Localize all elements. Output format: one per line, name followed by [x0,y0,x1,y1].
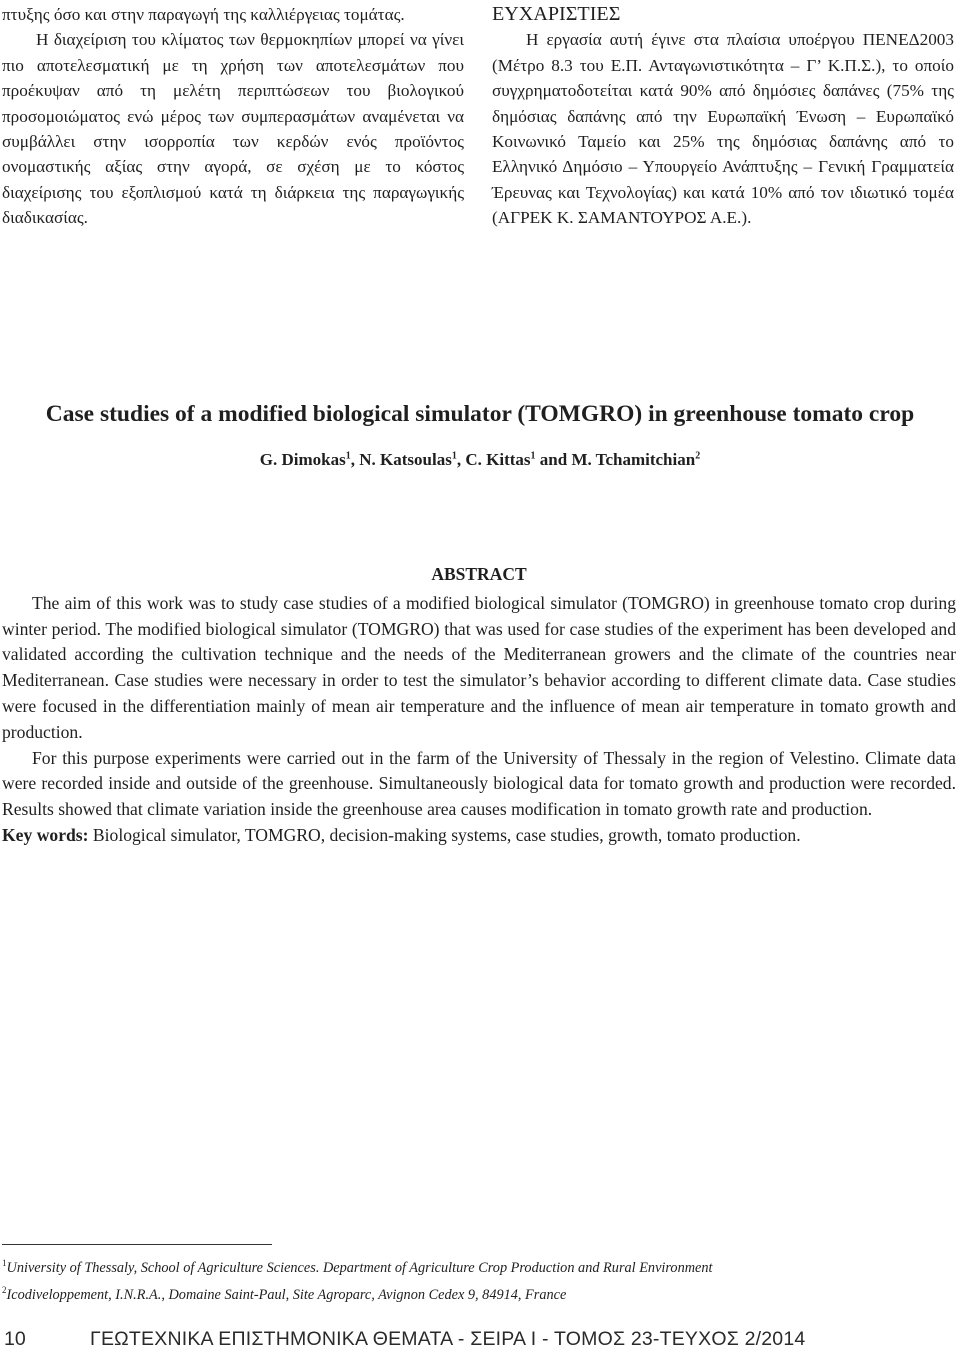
acknowledgements-text: Η εργασία αυτή έγινε στα πλαίσια υποέργου ΠΕΝΕΔ2003 (Μέτρο 8.3 του Ε.Π. Ανταγωνιστικότητα – Γ’ Κ.Π.Σ.), το οποίο συγχρηματοδοτείται κατά 90% από δημόσιες δαπάνες (75% της δημόσιας δαπάνης από την Ευρωπαϊκή Ένωση – Ευρωπαϊκό Κοινωνικό Ταμείο και 25% της δημόσιας δαπάνης από το Ελληνικό Δημόσιο – Υπουργείο Ανάπτυξης – Γενική Γραμματεία Έρευνας και Τεχνολογίας) και κατά 10% από τον ιδιωτικό τομέα (ΑΓΡΕΚ Κ. ΣΑΜΑΝΤΟΥΡΟΣ Α.Ε.). [492,30,954,228]
abstract-section [2,562,956,849]
footnote-2 [2,1279,956,1306]
author-name: G. Dimokas [259,450,346,469]
author-separator: and [535,450,572,469]
abstract-paragraph-1: The aim of this work was to study case studies of a modified biological simulator (TOMGRO) in greenhouse tomato crop during winter period. The modified biological simulator (TOMGRO) that was used for case studies of the experiment has been developed and validated according the cultivation technique and the needs of the Mediterranean growers and the climate of the countries near Mediterranean. Case studies were necessary in order to test the simulator’s behavior according to different climate data. Case studies were focused in the differentiation mainly of mean air temperature and the influence of mean air temperature in tomato growth and production. [2,592,956,742]
footnote-1 [2,1252,956,1279]
author-affiliation-mark: 2 [695,450,701,462]
left-column [2,2,464,231]
journal-title: ΓΕΩΤΕΧΝΙΚΑ ΕΠΙΣΤΗΜΟΝΙΚΑ ΘΕΜΑΤΑ - ΣΕΙΡΑ Ι - ΤΟΜΟΣ 23-ΤΕΥΧΟΣ 2/2014 [90,1328,806,1350]
page-number: 10 [4,1328,26,1350]
abstract-heading: ABSTRACT [431,564,527,584]
author-affiliation-mark: 1 [451,450,457,462]
footnote-2-text: Icodiveloppement, I.N.R.A., Domaine Saint-Paul, Site Agroparc, Avignon Cedex 9, 84914, France [6,1286,567,1303]
paper-title: Case studies of a modified biological simulator (TOMGRO) in greenhouse tomato crop [45,401,915,427]
author-affiliation-mark: 1 [530,450,536,462]
author-name: N. Katsoulas [359,450,452,469]
right-column [492,2,954,231]
author-list [0,450,960,470]
left-paragraph-climate-management: Η διαχείριση του κλίματος των θερμοκηπίων μπορεί να γίνει πιο αποτελεσματική με τη χρήση των αποτελεσμάτων που προέκυψαν από τη μελέτη περιπτώσεων του βιολογικού προσομοιώματος ενώ μέρος των συμπερασμάτων αναμένεται να συμβάλλει στην ισορροπία των κερδών ενός προϊόντος ονομαστικής αξίας στην αγορά, σε σχέση με το κόστος διαχείρισης του εξοπλισμού κατά τη διάρκεια της παραγωγικής διαδικασίας. [2,30,464,228]
author-separator: , [350,450,360,469]
abstract-paragraph-2: For this purpose experiments were carried out in the farm of the University of Thessaly in the region of Velestino. Climate data were recorded inside and outside of the greenhouse. Simultaneously biological data for tomato growth and production were recorded. Results showed that climate variation inside the greenhouse area causes modification in tomato growth rate and production. [2,747,956,820]
footnotes [2,1252,956,1306]
footnote-divider [2,1244,272,1245]
left-paragraph-continued: πτυξης όσο και στην παραγωγή της καλλιέργειας τομάτας. [2,5,405,24]
keywords-line [2,823,956,849]
page-footer [2,1326,958,1356]
author-name: M. Tchamitchian [571,450,696,469]
author-affiliation-mark: 1 [345,450,351,462]
footnote-1-text: University of Thessaly, School of Agriculture Sciences. Department of Agriculture Crop Production and Rural Environment [6,1259,713,1276]
acknowledgements-heading: ΕΥΧΑΡΙΣΤΙΕΣ [492,3,621,25]
paper-header [0,400,960,470]
keywords-label: Key words: [2,824,89,845]
author-name: C. Kittas [465,450,531,469]
footnote-1-mark: 1 [2,1258,7,1268]
keywords-text: Biological simulator, TOMGRO, decision-making systems, case studies, growth, tomato production. [92,824,801,845]
author-separator: , [456,450,466,469]
footnote-2-mark: 2 [2,1284,7,1295]
